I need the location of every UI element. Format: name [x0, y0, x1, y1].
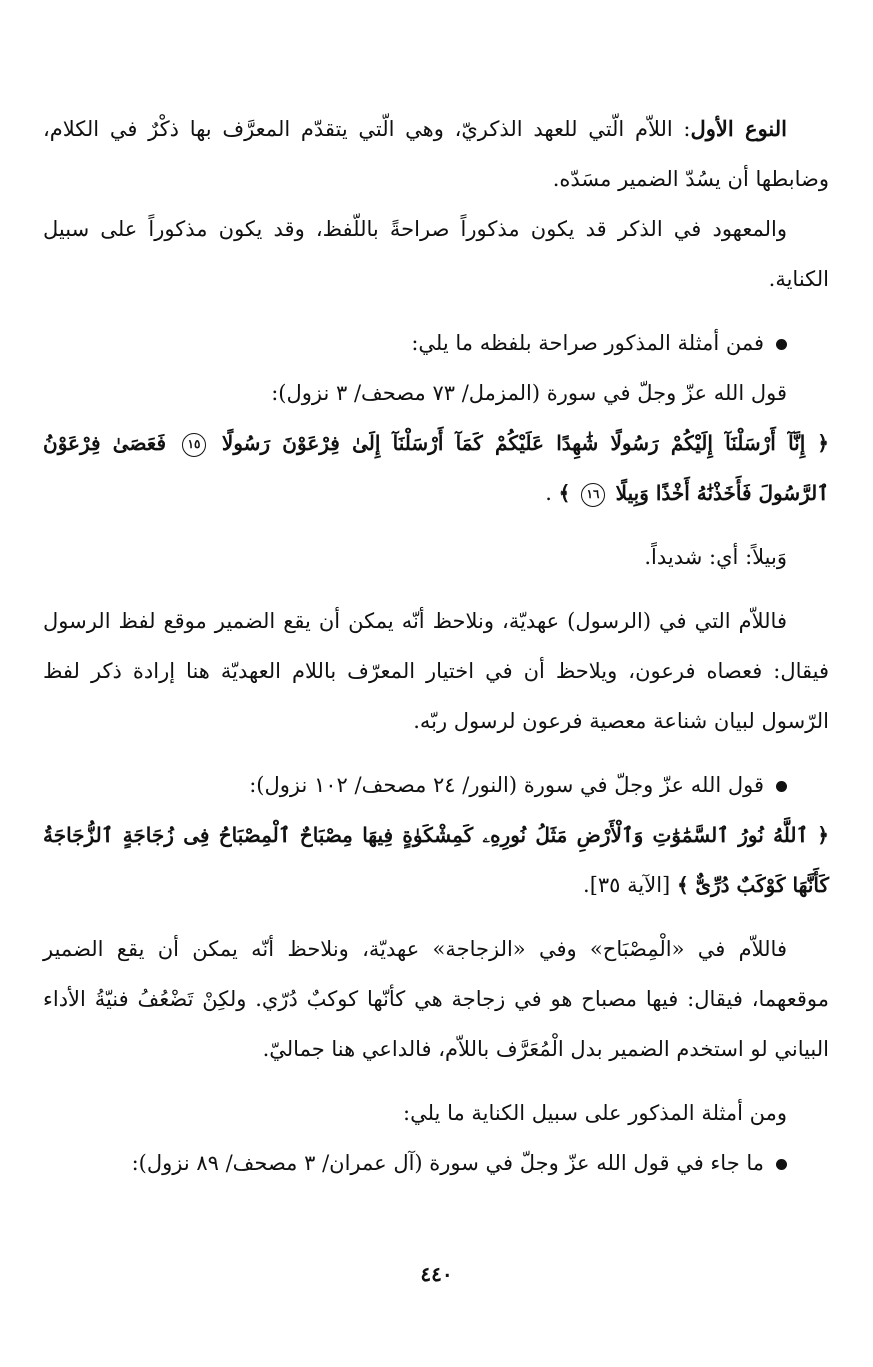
quran-open-bracket: ﴿ — [817, 431, 829, 455]
bullet-nur-quote-intro — [43, 760, 829, 810]
paragraph-text: : اللاّم الّتي للعهد الذكريّ، وهي الّتي يتقدّم المعرَّف بها ذكْرٌ في الكلام، وضابطها أن يسُدّ الضمير مسَدّه. — [43, 117, 829, 191]
word-definition-wabil: وَبيلاً: أي: شديداً. — [644, 545, 787, 569]
section-heading: النوع الأول — [690, 116, 787, 141]
quran-close-bracket: ﴾ — [676, 873, 689, 897]
paragraph-messenger: فاللاّم التي في (الرسول) عهديّة، ونلاحظ أنّه يمكن أن يقع الضمير موقع لفظ الرسول فيقال: فعصاه فرعون، ويلاحظ أن في اختيار المعرّف باللام العهديّة هنا إرادة ذكر لفظ الرّسول لبيان شناعة معصية فرعون لرسول ربّه. — [43, 609, 829, 733]
quran-verse-nur — [43, 810, 829, 910]
quran-close-bracket: ﴾ — [558, 481, 571, 505]
bullet-text: فمن أمثلة المذكور صراحة بلفظه ما يلي: — [411, 331, 764, 355]
bullet-text: قول الله عزّ وجلّ في سورة (النور/ ٢٤ مصحف/ ١٠٢ نزول): — [249, 773, 764, 797]
paragraph-first-type — [43, 104, 829, 204]
quran-text: ٱللَّهُ نُورُ ٱلسَّمَٰوَٰتِ وَٱلْأَرْضِ مَثَلُ نُورِهِۦ كَمِشْكَوٰةٍ فِيهَا مِصْبَاحٌ ٱلْمِصْبَاحُ فِى زُجَاجَةٍ ٱلزُّجَاجَةُ كَأَنَّهَا كَوْكَبٌ دُرِّىٌّ — [43, 823, 829, 897]
bullet-text: ما جاء في قول الله عزّ وجلّ في سورة (آل عمران/ ٣ مصحف/ ٨٩ نزول): — [131, 1151, 764, 1175]
paragraph-lamp: فاللاّم في «الْمِصْبَاح» وفي «الزجاجة» عهديّة، ونلاحظ أنّه يمكن أن يقع الضمير موقعهما، فيقال: فيها مصباح هو في زجاجة هي كأنّها كوكبٌ دُرّي. ولكِنْ تَضْعُفُ فنيّةُ الأداء البياني لو استخدم الضمير بدل الْمُعَرَّف باللاّم، فالداعي هنا جماليّ. — [43, 937, 829, 1061]
verse-reference: [الآية ٣٥]. — [583, 873, 671, 897]
page-number: ٤٤٠ — [420, 1262, 453, 1286]
quote-intro-muzzammil: قول الله عزّ وجلّ في سورة (المزمل/ ٧٣ مصحف/ ٣ نزول): — [271, 381, 787, 405]
quran-open-bracket: ﴿ — [817, 823, 829, 847]
bullet-explicit-examples — [43, 318, 829, 368]
quran-text: فَعَصَىٰ فِرْعَوْنُ ٱلرَّسُولَ فَأَخَذْنَٰهُ أَخْذًا وَبِيلًا — [43, 431, 829, 505]
bullet-dot — [776, 1159, 787, 1170]
paragraph-remembered: والمعهود في الذكر قد يكون مذكوراً صراحةً باللّفظ، وقد يكون مذكوراً على سبيل الكناية. — [43, 217, 829, 291]
quran-text: إِنَّآ أَرْسَلْنَآ إِلَيْكُمْ رَسُولًا شَٰهِدًا عَلَيْكُمْ كَمَآ أَرْسَلْنَآ إِلَىٰ فِرْعَوْنَ رَسُولًا — [221, 431, 806, 455]
ayah-number-marker: ١٦ — [581, 483, 605, 507]
bullet-dot — [776, 781, 787, 792]
bullet-al-imran — [43, 1138, 829, 1188]
page-body — [43, 104, 829, 1188]
quran-verse-muzzammil — [43, 418, 829, 518]
paragraph-metonymy-examples: ومن أمثلة المذكور على سبيل الكناية ما يلي: — [403, 1101, 787, 1125]
quote-end: . — [545, 481, 552, 505]
ayah-number-marker: ١٥ — [182, 433, 206, 457]
bullet-dot — [776, 339, 787, 350]
